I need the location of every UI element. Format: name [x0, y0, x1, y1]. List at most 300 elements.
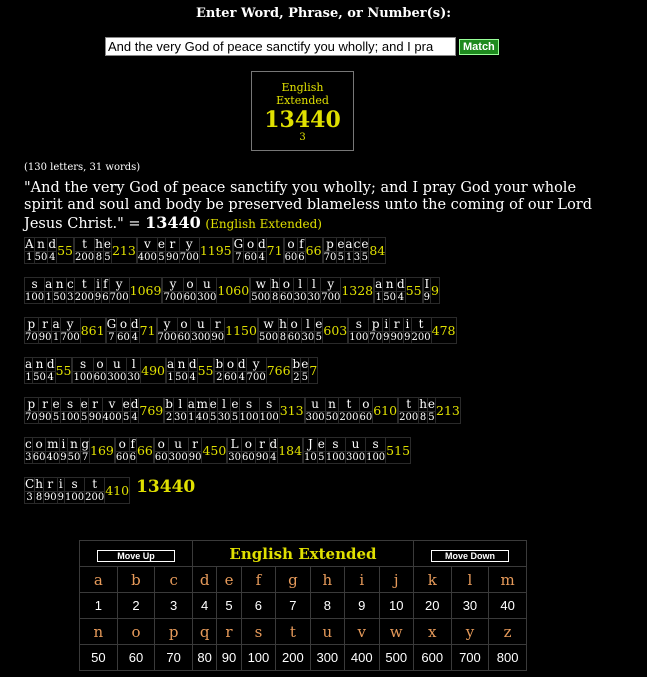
word-letter: u: [345, 438, 365, 452]
cipher-letter: v: [345, 619, 379, 645]
letter-value: 4: [131, 332, 138, 343]
word-letter: s: [25, 278, 45, 292]
word-letter: o: [177, 318, 191, 332]
word-block: [24, 397, 164, 424]
letter-value: 6: [129, 452, 136, 463]
letter-value: 100: [259, 412, 279, 423]
letter-value: 90: [88, 412, 102, 423]
word-block: [166, 357, 214, 384]
letter-value: 60: [359, 412, 373, 423]
cipher-name-line2: Extended: [276, 94, 329, 107]
word-total: 213: [436, 398, 461, 424]
letter-value: 60: [183, 292, 197, 303]
letter-value: 90: [255, 452, 269, 463]
word-letter: e: [427, 397, 436, 411]
word-letter: y: [321, 278, 341, 292]
letter-value: 6: [102, 292, 109, 303]
word-block: [284, 237, 323, 264]
word-letter: i: [96, 277, 100, 291]
cipher-value: 6: [241, 593, 275, 619]
cipher-letter: s: [241, 619, 275, 645]
letter-value: 200: [399, 412, 419, 423]
word-block: [292, 357, 319, 384]
word-total: 769: [139, 398, 164, 424]
match-button[interactable]: Match: [459, 39, 499, 55]
letter-value: 30: [293, 292, 307, 303]
word-letter: w: [258, 318, 278, 332]
letter-value: 9: [404, 332, 411, 343]
word-letter: e: [157, 237, 165, 251]
cipher-value: 800: [489, 645, 527, 671]
word-row: [24, 437, 461, 464]
letter-value: 5: [158, 252, 165, 263]
word-letter: f: [130, 437, 135, 451]
phrase-total: 13440: [145, 213, 201, 232]
letter-value: 300: [191, 332, 211, 343]
cipher-letter: z: [489, 619, 527, 645]
letter-value: 5: [52, 412, 60, 423]
word-block: [423, 277, 440, 304]
letter-value: 200: [75, 252, 95, 263]
word-letter: h: [279, 317, 287, 331]
phrase-input[interactable]: [105, 37, 456, 56]
cipher-value: 200: [276, 645, 310, 671]
cipher-letter: a: [80, 567, 118, 593]
word-letter: r: [211, 318, 225, 332]
word-block: [24, 317, 106, 344]
word-letter: y: [109, 278, 129, 292]
letter-value: 5: [361, 252, 369, 263]
word-letter: r: [38, 398, 52, 412]
word-letter: e: [315, 317, 323, 331]
word-letter: d: [48, 237, 57, 251]
letter-value: 6: [298, 252, 305, 263]
word-letter: y: [246, 358, 266, 372]
word-letter: s: [349, 318, 369, 332]
word-block: [24, 437, 115, 464]
letter-value: 5: [81, 412, 88, 423]
cipher-values-row-1: [80, 593, 527, 619]
word-total: 766: [266, 358, 291, 384]
letter-value: 5: [104, 252, 111, 263]
word-total: 71: [266, 238, 283, 264]
word-letter: o: [154, 438, 168, 452]
word-letter: G: [106, 317, 117, 331]
letter-value: 100: [349, 332, 369, 343]
word-letter: t: [74, 278, 94, 292]
word-letter: o: [284, 238, 298, 252]
cipher-letter: l: [451, 567, 489, 593]
cipher-letter: h: [310, 567, 344, 593]
letter-value: 5: [318, 452, 325, 463]
word-letter: a: [52, 317, 60, 331]
letter-value: 60: [224, 372, 237, 383]
letter-value: 50: [383, 292, 397, 303]
word-letter: o: [359, 398, 373, 412]
word-letter: l: [301, 318, 315, 332]
word-block: [348, 317, 456, 344]
letter-value: 30: [307, 292, 321, 303]
letter-value: 1: [167, 372, 174, 383]
word-letter: o: [280, 278, 294, 292]
cipher-value: 30: [451, 593, 489, 619]
word-block: [157, 317, 258, 344]
letter-value: 500: [251, 292, 271, 303]
word-letter: s: [366, 438, 386, 452]
word-letter: p: [323, 238, 337, 252]
letter-value: 200: [74, 292, 94, 303]
word-letter: u: [107, 358, 127, 372]
letter-value: 4: [131, 412, 138, 423]
word-letter: y: [179, 238, 199, 252]
word-letter: n: [67, 438, 81, 452]
word-total: 450: [202, 438, 227, 464]
word-letter: C: [25, 477, 35, 491]
letter-value: 30: [301, 332, 315, 343]
word-letter: L: [228, 438, 242, 452]
word-letter: y: [163, 278, 183, 292]
word-letter: r: [38, 318, 52, 332]
word-letter: c: [25, 437, 32, 451]
letter-value: 60: [117, 332, 130, 343]
letter-value: 400: [102, 412, 122, 423]
cipher-letter: y: [451, 619, 489, 645]
letter-value: 60: [93, 372, 107, 383]
word-letter: e: [122, 397, 130, 411]
letter-value: 300: [345, 452, 366, 463]
word-letter: s: [259, 398, 279, 412]
word-letter: p: [25, 398, 39, 412]
cipher-letter: t: [276, 619, 310, 645]
cipher-letter: c: [155, 567, 193, 593]
word-letter: e: [80, 397, 88, 411]
word-block: [24, 477, 130, 504]
word-letter: u: [191, 318, 211, 332]
cipher-letter: k: [413, 567, 451, 593]
letter-value: 700: [246, 372, 266, 383]
word-letter: a: [25, 357, 33, 371]
word-total: 169: [90, 438, 115, 464]
letter-value: 4: [49, 252, 56, 263]
word-total: 7: [309, 358, 318, 384]
word-letter: i: [61, 437, 66, 451]
word-letter: e: [231, 397, 239, 411]
word-letter: l: [217, 398, 231, 412]
word-letter: t: [339, 398, 359, 412]
word-letter: y: [60, 318, 80, 332]
word-block: [72, 357, 166, 384]
word-letter: r: [88, 398, 102, 412]
word-letter: m: [47, 437, 59, 451]
word-letter: r: [188, 438, 202, 452]
word-block: [374, 277, 422, 304]
word-total: 1150: [225, 318, 258, 344]
cipher-values-row-2: [80, 645, 527, 671]
word-total: 410: [105, 478, 130, 504]
word-letter: v: [137, 238, 157, 252]
cipher-letter: x: [413, 619, 451, 645]
word-row: [24, 237, 461, 264]
letter-value: 8: [95, 252, 103, 263]
cipher-value: 60: [117, 645, 155, 671]
word-letter: a: [167, 357, 175, 371]
word-block: [24, 237, 74, 264]
letter-value: 9: [383, 332, 390, 343]
word-block: [162, 277, 250, 304]
word-letter: t: [399, 398, 419, 412]
cipher-letter: u: [310, 619, 344, 645]
word-letter: r: [166, 238, 180, 252]
word-letter: i: [405, 317, 410, 331]
word-letter: u: [197, 278, 217, 292]
word-block: [398, 397, 461, 424]
cipher-letter: g: [276, 567, 310, 593]
cipher-value: 70: [155, 645, 193, 671]
letter-value: 60: [177, 332, 191, 343]
move-down-button[interactable]: Move Down: [431, 550, 509, 562]
letter-value: 3: [25, 452, 32, 463]
word-letter: a: [45, 277, 53, 291]
word-letter: l: [307, 278, 321, 292]
letter-value: 700: [109, 292, 129, 303]
letter-value: 90: [38, 332, 52, 343]
cipher-name-line1: English: [281, 81, 324, 94]
word-total: 610: [373, 398, 398, 424]
letter-value: 1: [26, 252, 33, 263]
move-up-cell: [80, 541, 193, 567]
cipher-letter: w: [379, 619, 413, 645]
letter-value: 8: [271, 292, 279, 303]
word-letter: r: [43, 478, 57, 492]
word-letter: y: [157, 318, 177, 332]
letter-value: 50: [175, 372, 188, 383]
word-letter: b: [165, 397, 173, 411]
letter-value: 700: [60, 332, 80, 343]
cipher-value: 300: [310, 645, 344, 671]
word-block: [137, 237, 233, 264]
word-letter: t: [411, 318, 431, 332]
cipher-value: 8: [310, 593, 344, 619]
word-letter: w: [251, 278, 271, 292]
letters-count: (130 letters, 31 words): [24, 162, 141, 173]
cipher-letter: n: [80, 619, 118, 645]
cipher-value: 100: [241, 645, 275, 671]
word-total: 1069: [129, 278, 162, 304]
word-block: [214, 357, 291, 384]
word-total: 213: [111, 238, 136, 264]
cipher-value: 500: [379, 645, 413, 671]
word-letter: c: [66, 277, 74, 291]
word-letter: d: [397, 277, 405, 291]
cipher-value: 80: [192, 645, 216, 671]
letter-value: 1: [52, 332, 60, 343]
word-letter: p: [25, 318, 39, 332]
word-total: 66: [136, 438, 153, 464]
word-letter: e: [209, 397, 217, 411]
letter-value: 8: [279, 332, 287, 343]
word-block: [227, 437, 303, 464]
cipher-letter: p: [155, 619, 193, 645]
phrase-text: "And the very God of peace sanctify you wholly; and I pray God your whole spirit and soul and body be preserved blameless unto the coming of our Lord Jesus Christ." =: [24, 180, 593, 232]
letter-value: 4: [238, 372, 245, 383]
letter-value: 90: [211, 332, 225, 343]
word-block: [258, 317, 348, 344]
letter-value: 90: [188, 452, 202, 463]
letter-value: 500: [258, 332, 279, 343]
word-total: 1328: [341, 278, 374, 304]
word-letter: m: [196, 397, 208, 411]
letter-value: 5: [209, 412, 217, 423]
letter-value: 60: [284, 252, 298, 263]
word-total: 55: [57, 238, 74, 264]
word-letter: o: [244, 238, 258, 252]
letter-value: 200: [85, 492, 105, 503]
word-letter: h: [271, 277, 280, 291]
letter-value: 300: [197, 292, 217, 303]
letter-value: 4: [189, 372, 196, 383]
word-letter: p: [369, 318, 383, 332]
word-row: [24, 277, 461, 304]
move-up-button[interactable]: Move Up: [97, 550, 175, 562]
cipher-value: 3: [155, 593, 193, 619]
word-letter: l: [173, 398, 187, 412]
word-letter: s: [60, 398, 80, 412]
letter-value: 100: [73, 372, 93, 383]
word-total: 55: [405, 278, 422, 304]
cipher-value: 20: [413, 593, 451, 619]
letter-value: 60: [244, 252, 257, 263]
letter-value: 4: [270, 452, 277, 463]
word-letter: n: [34, 238, 48, 252]
word-letter: f: [103, 277, 108, 291]
word-row: [24, 357, 461, 384]
cipher-value: 10: [379, 593, 413, 619]
search-row: [105, 37, 499, 56]
letter-value: 30: [217, 412, 231, 423]
letter-value: 90: [390, 332, 404, 343]
word-letter: s: [325, 438, 345, 452]
letter-value: 10: [304, 452, 317, 463]
letter-value: 60: [115, 452, 129, 463]
word-letter: n: [325, 398, 339, 412]
letter-value: 100: [366, 452, 386, 463]
word-letter: n: [53, 278, 67, 292]
word-total: 515: [386, 438, 411, 464]
letter-value: 60: [154, 452, 168, 463]
cipher-letter: j: [379, 567, 413, 593]
word-total: 490: [141, 358, 166, 384]
word-letter: J: [304, 438, 318, 452]
result-word-count: 3: [299, 132, 306, 143]
letter-value: 200: [411, 332, 431, 343]
word-letter: o: [93, 358, 107, 372]
letter-value: 60: [32, 452, 46, 463]
cipher-letter: o: [117, 619, 155, 645]
word-letter: n: [175, 358, 189, 372]
letter-value: 1: [345, 252, 353, 263]
letter-value: 700: [179, 252, 199, 263]
page-heading: Enter Word, Phrase, or Number(s):: [195, 6, 452, 21]
word-letter: b: [292, 357, 301, 371]
word-letter: a: [187, 397, 195, 411]
letter-value: 3: [26, 492, 33, 503]
cipher-letter: e: [217, 567, 241, 593]
word-total: 71: [139, 318, 156, 344]
word-letter: d: [257, 237, 266, 251]
cipher-letter: f: [241, 567, 275, 593]
word-letter: I: [424, 277, 430, 291]
cipher-value: 90: [217, 645, 241, 671]
word-block: [303, 437, 411, 464]
word-letter: d: [46, 357, 55, 371]
cipher-value: 4: [192, 593, 216, 619]
cipher-letter: d: [192, 567, 216, 593]
cipher-name: [252, 81, 353, 107]
letter-value: 5: [315, 332, 322, 343]
cipher-letters-row-1: [80, 567, 527, 593]
cipher-letter: i: [345, 567, 379, 593]
cipher-value: 40: [489, 593, 527, 619]
phrase-cipher-name: (English Extended): [205, 217, 322, 231]
word-letter: f: [299, 237, 304, 251]
word-letter: b: [215, 357, 224, 371]
word-letter: r: [390, 318, 404, 332]
cipher-value: 1: [80, 593, 118, 619]
word-block: [24, 357, 72, 384]
word-letter: l: [293, 278, 307, 292]
word-letter: i: [58, 477, 63, 491]
cipher-value: 600: [413, 645, 451, 671]
word-letter: o: [224, 358, 238, 372]
letter-value: 700: [163, 292, 183, 303]
word-letter: d: [269, 437, 278, 451]
word-letter: d: [237, 357, 246, 371]
letter-value: 700: [157, 332, 177, 343]
word-block: [74, 237, 137, 264]
letter-value: 7: [81, 452, 89, 463]
word-letter: e: [317, 437, 325, 451]
letter-value: 70: [25, 412, 38, 423]
word-row: [24, 317, 461, 344]
word-letter: c: [353, 237, 361, 251]
letter-value: 9: [60, 452, 67, 463]
word-block: [323, 237, 387, 264]
letter-value: 50: [325, 412, 339, 423]
letter-value: 9: [423, 292, 430, 303]
cipher-table-title: English Extended: [192, 541, 413, 567]
letter-value: 4: [397, 292, 405, 303]
result-box: [251, 71, 354, 151]
letter-value: 50: [34, 252, 48, 263]
word-letter: u: [305, 398, 325, 412]
letter-value: 100: [239, 412, 259, 423]
letter-value: 9: [57, 492, 65, 503]
letter-value: 1: [188, 412, 195, 423]
word-letter: l: [127, 358, 141, 372]
letter-value: 1: [25, 372, 32, 383]
word-letter: d: [188, 357, 197, 371]
word-letter: s: [239, 398, 259, 412]
word-letter: h: [35, 477, 43, 491]
cipher-value: 50: [80, 645, 118, 671]
word-letter: o: [32, 438, 46, 452]
word-letter: g: [81, 437, 89, 451]
cipher-letter: q: [192, 619, 216, 645]
letter-value: 5: [231, 412, 239, 423]
letter-value: 5: [122, 412, 130, 423]
letter-value: 4: [258, 252, 265, 263]
letter-value: 50: [67, 452, 81, 463]
